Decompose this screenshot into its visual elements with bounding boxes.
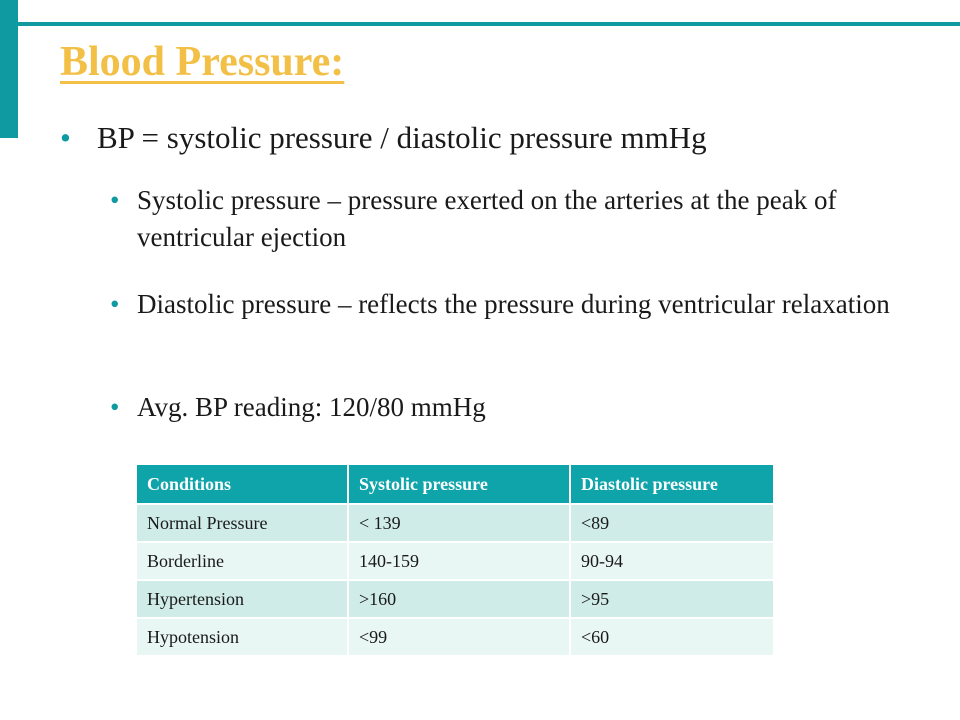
sub-bullet-average: [110, 389, 900, 426]
accent-bar-left: [0, 0, 18, 138]
table-cell: <60: [570, 618, 774, 656]
table-row: [137, 618, 774, 656]
bp-conditions-table: [137, 465, 775, 657]
main-bullet-text: BP = systolic pressure / diastolic pressure mmHg: [97, 120, 707, 155]
sub-bullet-text: Diastolic pressure – reflects the pressure during ventricular relaxation: [137, 289, 890, 319]
bullet-dot-icon: •: [110, 289, 120, 319]
table-cell: < 139: [348, 504, 570, 542]
table-cell: <89: [570, 504, 774, 542]
sub-bullet-text: Avg. BP reading: 120/80 mmHg: [137, 392, 486, 422]
bullet-dot-icon: •: [110, 185, 120, 215]
sub-bullet-diastolic: [110, 286, 900, 323]
table-row: [137, 580, 774, 618]
column-header-conditions: Conditions: [137, 465, 348, 504]
accent-bar-top: [18, 22, 960, 26]
table-cell: 90-94: [570, 542, 774, 580]
column-header-diastolic: Diastolic pressure: [570, 465, 774, 504]
table-cell: Hypertension: [137, 580, 348, 618]
bullet-dot-icon: •: [110, 392, 120, 422]
table-cell: Borderline: [137, 542, 348, 580]
table-row: [137, 504, 774, 542]
sub-bullet-text: Systolic pressure – pressure exerted on the arteries at the peak of ventricular ejection: [137, 185, 837, 252]
table-row: [137, 542, 774, 580]
table-cell: <99: [348, 618, 570, 656]
table-cell: >95: [570, 580, 774, 618]
table-cell: Hypotension: [137, 618, 348, 656]
column-header-systolic: Systolic pressure: [348, 465, 570, 504]
slide-title: Blood Pressure:: [60, 39, 345, 85]
sub-bullet-systolic: [110, 182, 900, 256]
table-cell: >160: [348, 580, 570, 618]
table-cell: Normal Pressure: [137, 504, 348, 542]
table-cell: 140-159: [348, 542, 570, 580]
bullet-dot-icon: •: [60, 120, 71, 155]
table-header-row: [137, 465, 774, 504]
